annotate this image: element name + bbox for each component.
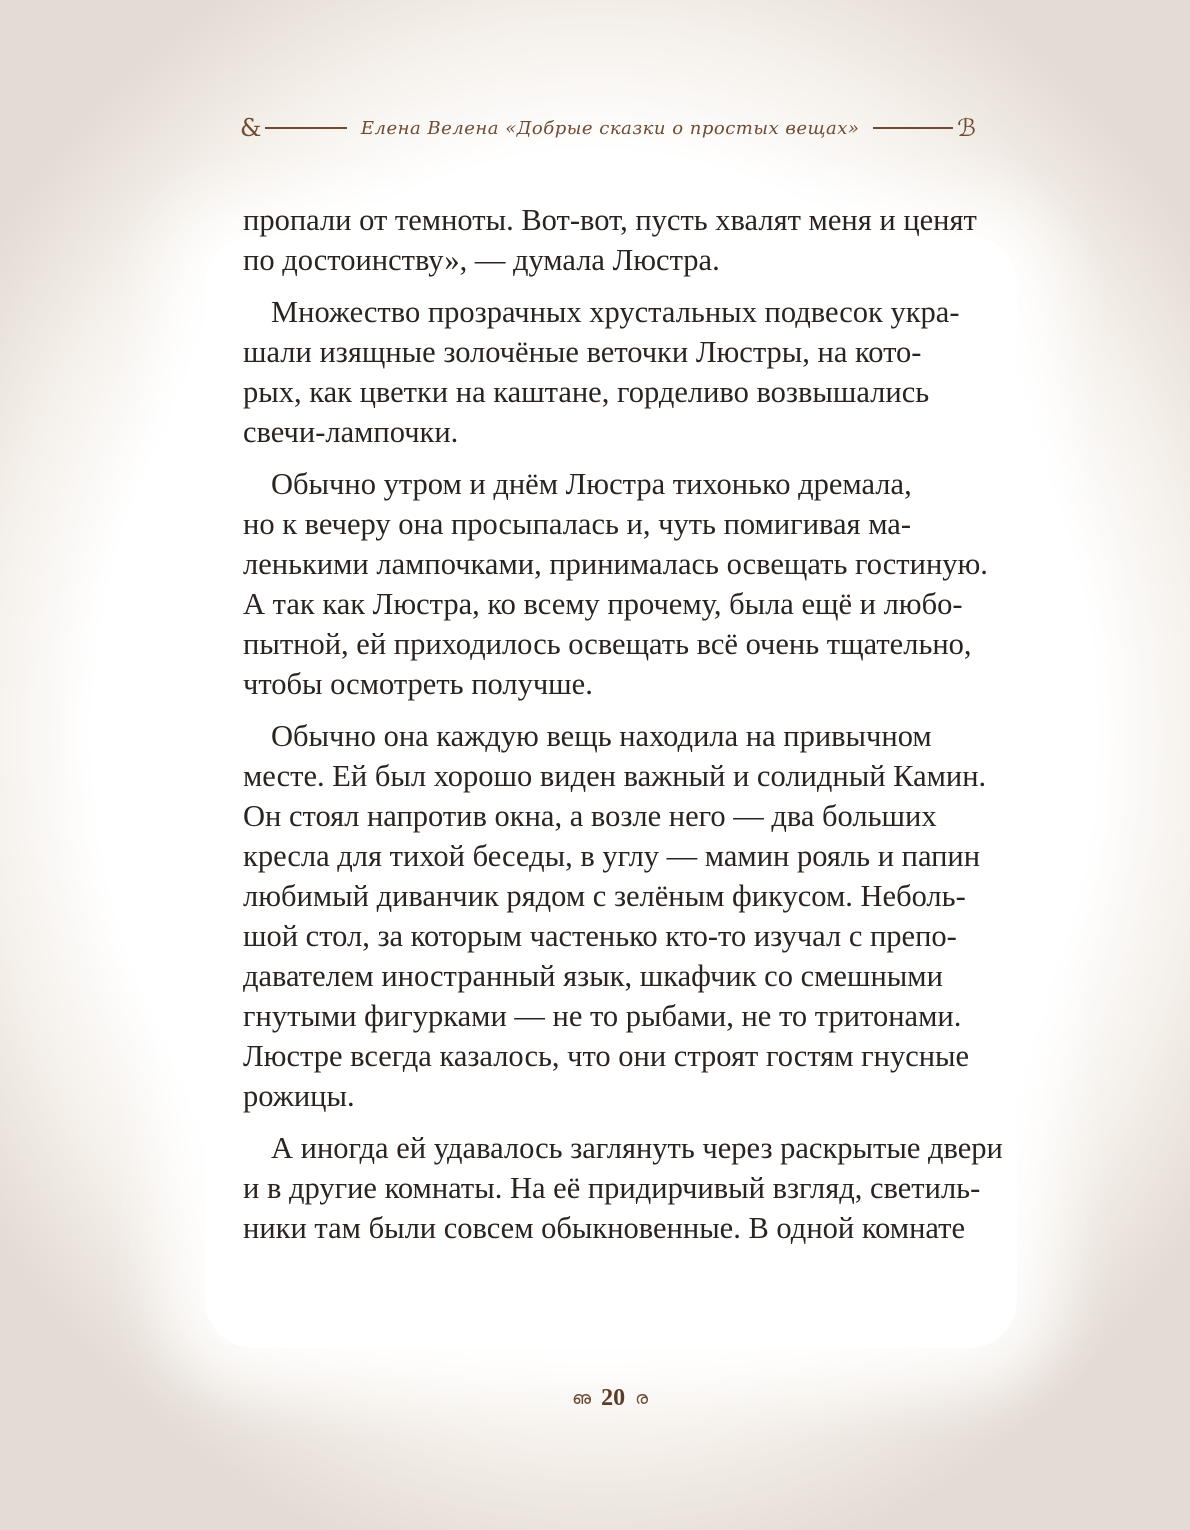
- text-line: Множество прозрачных хрустальных подвесок укра-: [271, 295, 960, 329]
- header-left-rule: [265, 127, 346, 129]
- text-line: А так как Люстра, ко всему прочему, была ещё и любо-: [243, 587, 963, 621]
- text-line: пропали от темноты. Вот-вот, пусть хвалят меня и ценят: [243, 203, 977, 237]
- text-line: кресла для тихой беседы, в углу — мамин рояль и папин: [243, 839, 981, 873]
- paragraph: [243, 464, 988, 704]
- text-line: и в другие комнаты. На её придирчивый взгляд, светиль-: [243, 1171, 981, 1205]
- paragraph: [243, 716, 987, 1116]
- text-line: давателем иностранный язык, шкафчик со смешными: [243, 959, 943, 993]
- text-line: А иногда ей удавалось заглянуть через раскрытые двери: [271, 1131, 1003, 1165]
- text-line: свечи-лампочки.: [243, 415, 459, 449]
- page-number: 20: [601, 1384, 626, 1411]
- paragraph: [243, 200, 978, 280]
- text-line: рожицы.: [243, 1079, 355, 1113]
- paragraph: [243, 1128, 1003, 1248]
- text-line: месте. Ей был хорошо виден важный и солидный Камин.: [243, 759, 987, 793]
- text-line: шой стол, за которым частенько кто-то изучал с препо-: [243, 919, 957, 953]
- text-line: пытной, ей приходилось освещать всё очень тщательно,: [243, 627, 972, 661]
- paragraph: [243, 292, 978, 452]
- page-footer: [540, 1380, 680, 1416]
- text-line: по достоинству», — думала Люстра.: [243, 243, 720, 277]
- text-line: Люстре всегда казалось, что они строят гостям гнусные: [243, 1039, 970, 1073]
- text-line: ленькими лампочками, принималась освещать гостиную.: [243, 547, 988, 581]
- footer-right-ornament-icon: ര: [635, 1387, 648, 1409]
- text-line: чтобы осмотреть получше.: [243, 667, 593, 701]
- text-line: Обычно она каждую вещь находила на привычном: [271, 719, 932, 753]
- footer-left-ornament-icon: ഌ: [572, 1387, 592, 1409]
- header-left-flourish-icon: &: [240, 114, 262, 142]
- text-line: любимый диванчик рядом с зелёным фикусом. Неболь-: [243, 879, 966, 913]
- text-line: гнутыми фигурками — не то рыбами, не то тритонами.: [243, 999, 962, 1033]
- text-line: Обычно утром и днём Люстра тихонько дремала,: [271, 467, 912, 501]
- header-right-flourish-icon: ℬ: [957, 114, 976, 142]
- header-right-rule: [873, 127, 953, 129]
- text-line: но к вечеру она просыпалась и, чуть помигивая ма-: [243, 507, 911, 541]
- text-line: Он стоял напротив окна, а возле него — два больших: [243, 799, 937, 833]
- text-line: ники там были совсем обыкновенные. В одной комнате: [243, 1211, 966, 1245]
- text-line: шали изящные золочёные веточки Люстры, на кото-: [243, 335, 922, 369]
- text-line: рых, как цветки на каштане, горделиво возвышались: [243, 375, 930, 409]
- header-title: Елена Велена «Добрые сказки о простых вещах»: [360, 117, 860, 139]
- running-header: [240, 108, 976, 148]
- story-body: [243, 200, 1003, 1260]
